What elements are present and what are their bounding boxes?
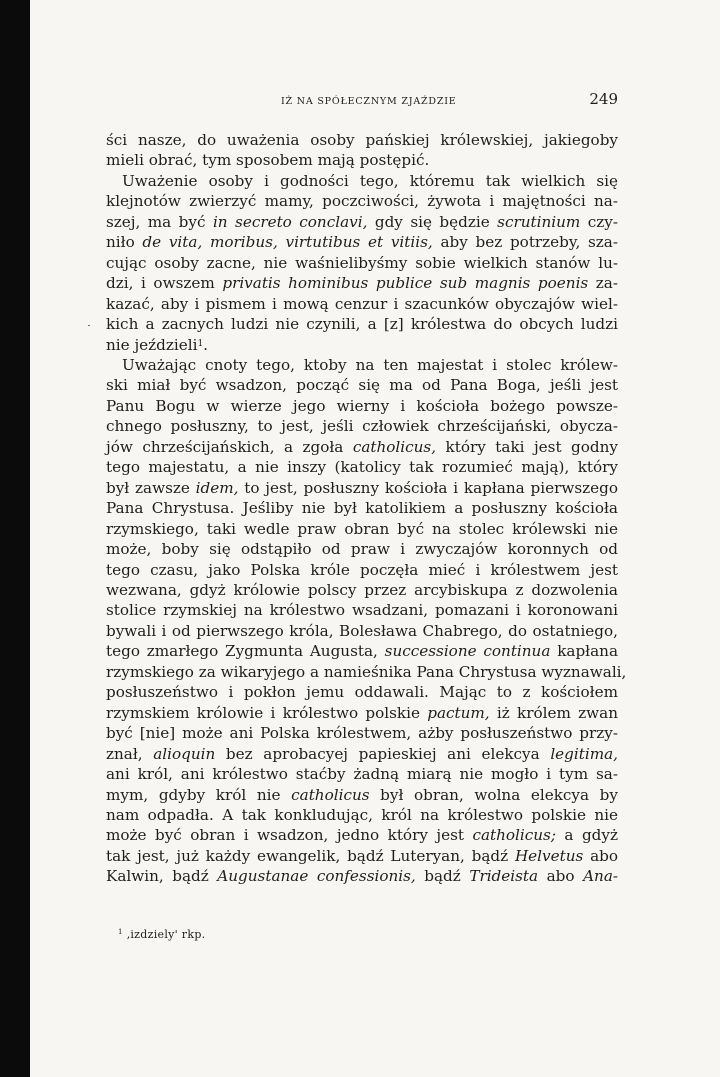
text-line: [106, 253, 618, 273]
page-body: [106, 130, 627, 887]
text-line: [106, 662, 627, 682]
text-line: [106, 723, 618, 743]
latin-phrase: de vita, moribus, virtutibus et vitiis,: [142, 233, 433, 252]
text-segment: wezwana, gdyż królowie polscy przez arcybiskupa z dozwolenia: [106, 580, 618, 599]
text-segment: bądź: [415, 867, 470, 886]
footnote-ref: 1: [197, 338, 204, 349]
text-segment: być [nie] może ani Polska królestwem, ażby posłuszeństwo przy-: [106, 724, 618, 743]
text-segment: abo: [583, 846, 618, 865]
text-segment: ści nasze, do uważenia osoby pańskiej królewskiej, jakiegoby: [106, 131, 618, 149]
text-segment: ani król, ani królestwo stаćby żadną miarą nie mogło i tym sa-: [106, 765, 618, 784]
text-segment: kazać, aby i pismem i mową cenzur i szacunków obyczajów wiel-: [106, 294, 618, 313]
text-segment: Kalwin, bądź: [106, 867, 218, 886]
latin-phrase: alioquin: [153, 744, 216, 763]
text-line: [106, 355, 618, 375]
latin-phrase: Helvetus: [514, 846, 584, 865]
text-line: [106, 846, 618, 866]
text-segment: może, boby się odstąpiło od praw i zwyczajów koronnych od: [106, 540, 618, 559]
text-segment: tego czasu, jako Polska króle poczęła mieć i królestwem jest: [106, 560, 618, 579]
latin-phrase: idem,: [195, 478, 239, 497]
text-segment: może być obran i wsadzon, jedno który jest: [106, 826, 473, 845]
text-line: [106, 457, 618, 477]
text-segment: rzymskiego za wikaryjego a namieśnika Pana Chrystusa wyznawali,: [106, 662, 627, 681]
text-line: [106, 171, 618, 191]
latin-phrase: Trideista: [469, 867, 539, 886]
text-line: [106, 560, 618, 580]
text-segment: kapłana: [550, 642, 618, 661]
latin-phrase: privatis hominibus publice sub magnis poenis: [222, 274, 589, 293]
text-segment: Uważenie osoby i godności tego, któremu tak wielkich się: [122, 171, 618, 190]
binding-edge: [0, 0, 30, 1077]
latin-phrase: legitima,: [550, 744, 618, 763]
text-line: [106, 866, 618, 886]
text-line: [106, 580, 618, 600]
text-segment: niło: [106, 233, 143, 252]
text-line: [106, 519, 618, 539]
text-segment: tego majestatu, a nie inszy (katolicy tak rozumieć mają), który: [106, 458, 618, 477]
text-segment: ski miał być wsadzon, począć się ma od Pana Boga, jeśli jest: [106, 376, 618, 395]
text-segment: aby bez potrzeby, sza-: [432, 233, 618, 252]
text-line: [106, 416, 618, 436]
text-segment: klejnotów zwierzyć mamy, poczciwości, żywota i majętności na-: [106, 192, 618, 211]
text-segment: mym, gdyby król nie: [106, 785, 292, 804]
text-segment: za-: [588, 274, 618, 293]
text-line: [106, 375, 618, 395]
text-segment: był obran, wolna elekcya by: [369, 785, 618, 804]
text-line: [106, 150, 618, 170]
text-line: [106, 703, 618, 723]
latin-phrase: Augustanae confessionis,: [217, 867, 416, 886]
text-line: [106, 232, 618, 252]
paragraph: [106, 171, 618, 355]
text-segment: nie jeździeli: [106, 335, 198, 354]
text-line: [106, 478, 618, 498]
page-number: 249: [589, 90, 618, 108]
text-line: [106, 335, 618, 355]
text-line: [106, 621, 618, 641]
text-segment: bywali i od pierwszego króla, Bolesława Chabrego, do ostatniego,: [106, 621, 618, 640]
text-segment: Pana Chrystusa. Jeśliby nie był katolikiem a posłuszny kościoła: [106, 499, 618, 518]
text-segment: Panu Bogu w wierze jego wierny i kościoła bożego powsze-: [106, 396, 618, 415]
text-line: [106, 273, 618, 293]
text-line: [106, 805, 618, 825]
text-segment: szej, ma być: [106, 212, 213, 231]
footnote-text: ‚izdziely' rkp.: [126, 928, 206, 941]
latin-phrase: catholicus,: [352, 437, 437, 456]
text-line: [106, 396, 618, 416]
latin-phrase: pactum,: [427, 703, 490, 722]
text-line: [106, 825, 618, 845]
latin-phrase: Ana-: [583, 867, 619, 886]
text-segment: który taki jest godny: [436, 437, 618, 456]
text-segment: abo: [538, 867, 584, 886]
text-segment: czy-: [580, 212, 618, 231]
text-segment: stolice rzymskiej na królestwo wsadzani, pomazani i koronowani: [106, 601, 618, 620]
text-segment: nam odpadła. A tak konkludując, król na królestwo polskie nie: [106, 805, 618, 824]
text-segment: kich a zacnych ludzi nie czynili, a [z] królestwa do obcych ludzi: [106, 315, 618, 334]
text-segment: .: [203, 335, 208, 354]
text-line: [106, 191, 618, 211]
text-segment: chnego posłuszny, to jest, jeśli człowiek chrześcijański, obycza-: [106, 417, 618, 436]
running-head: IŻ NA SPÓŁECZNYM ZJAŹDZIE: [281, 96, 457, 107]
text-segment: rzymskiego, taki wedle praw obran być na stolec królewski nie: [106, 519, 618, 538]
latin-phrase: successione continua: [384, 642, 551, 661]
paragraph: [106, 355, 627, 887]
text-line: [106, 682, 618, 702]
text-line: [106, 498, 618, 518]
latin-phrase: in secreto conclavi,: [212, 212, 368, 231]
text-segment: gdy się będzie: [367, 212, 498, 231]
text-segment: iż królem zwan: [489, 703, 618, 722]
text-line: [106, 294, 618, 314]
text-segment: tak jest, już każdy ewangelik, bądź Luteryan, bądź: [106, 846, 515, 865]
text-segment: tego zmarłego Zygmunta Augusta,: [106, 642, 385, 661]
footnote: [118, 928, 205, 941]
text-line: [106, 785, 618, 805]
paragraph: [106, 130, 618, 171]
text-line: [106, 437, 618, 457]
text-segment: jów chrześcijańskich, a zgoła: [106, 437, 353, 456]
text-line: [106, 539, 618, 559]
text-segment: cując osoby zacne, nie waśnielibyśmy sobie wielkich stanów lu-: [106, 253, 618, 272]
paper-speck: [88, 325, 90, 326]
latin-phrase: catholicus;: [472, 826, 556, 845]
text-segment: posłuszeństwo i pokłon jemu oddawali. Mając to z kościołem: [106, 683, 618, 702]
text-line: [106, 641, 618, 661]
text-line: [106, 212, 618, 232]
text-segment: a gdyż: [555, 826, 618, 845]
text-line: [106, 130, 618, 150]
text-segment: był zawsze: [106, 478, 196, 497]
latin-phrase: scrutinium: [497, 212, 581, 231]
page-header: [106, 90, 618, 112]
text-segment: znał,: [106, 744, 154, 763]
text-segment: bez aprobacyej papieskiej ani elekcya: [215, 744, 551, 763]
latin-phrase: catholicus: [291, 785, 370, 804]
text-segment: rzymskiem królowie i królestwo polskie: [106, 703, 428, 722]
text-line: [106, 600, 618, 620]
text-segment: dzi, i owszem: [106, 274, 223, 293]
text-line: [106, 314, 618, 334]
footnote-marker: 1: [118, 928, 123, 936]
text-segment: Uważając cnoty tego, ktoby na ten majestat i stolec królew-: [122, 355, 618, 374]
text-line: [106, 764, 618, 784]
text-segment: mieli obrać, tym sposobem mają postępić.: [106, 151, 430, 170]
text-segment: to jest, posłuszny kościoła i kapłana pierwszego: [238, 478, 618, 497]
text-line: [106, 744, 618, 764]
